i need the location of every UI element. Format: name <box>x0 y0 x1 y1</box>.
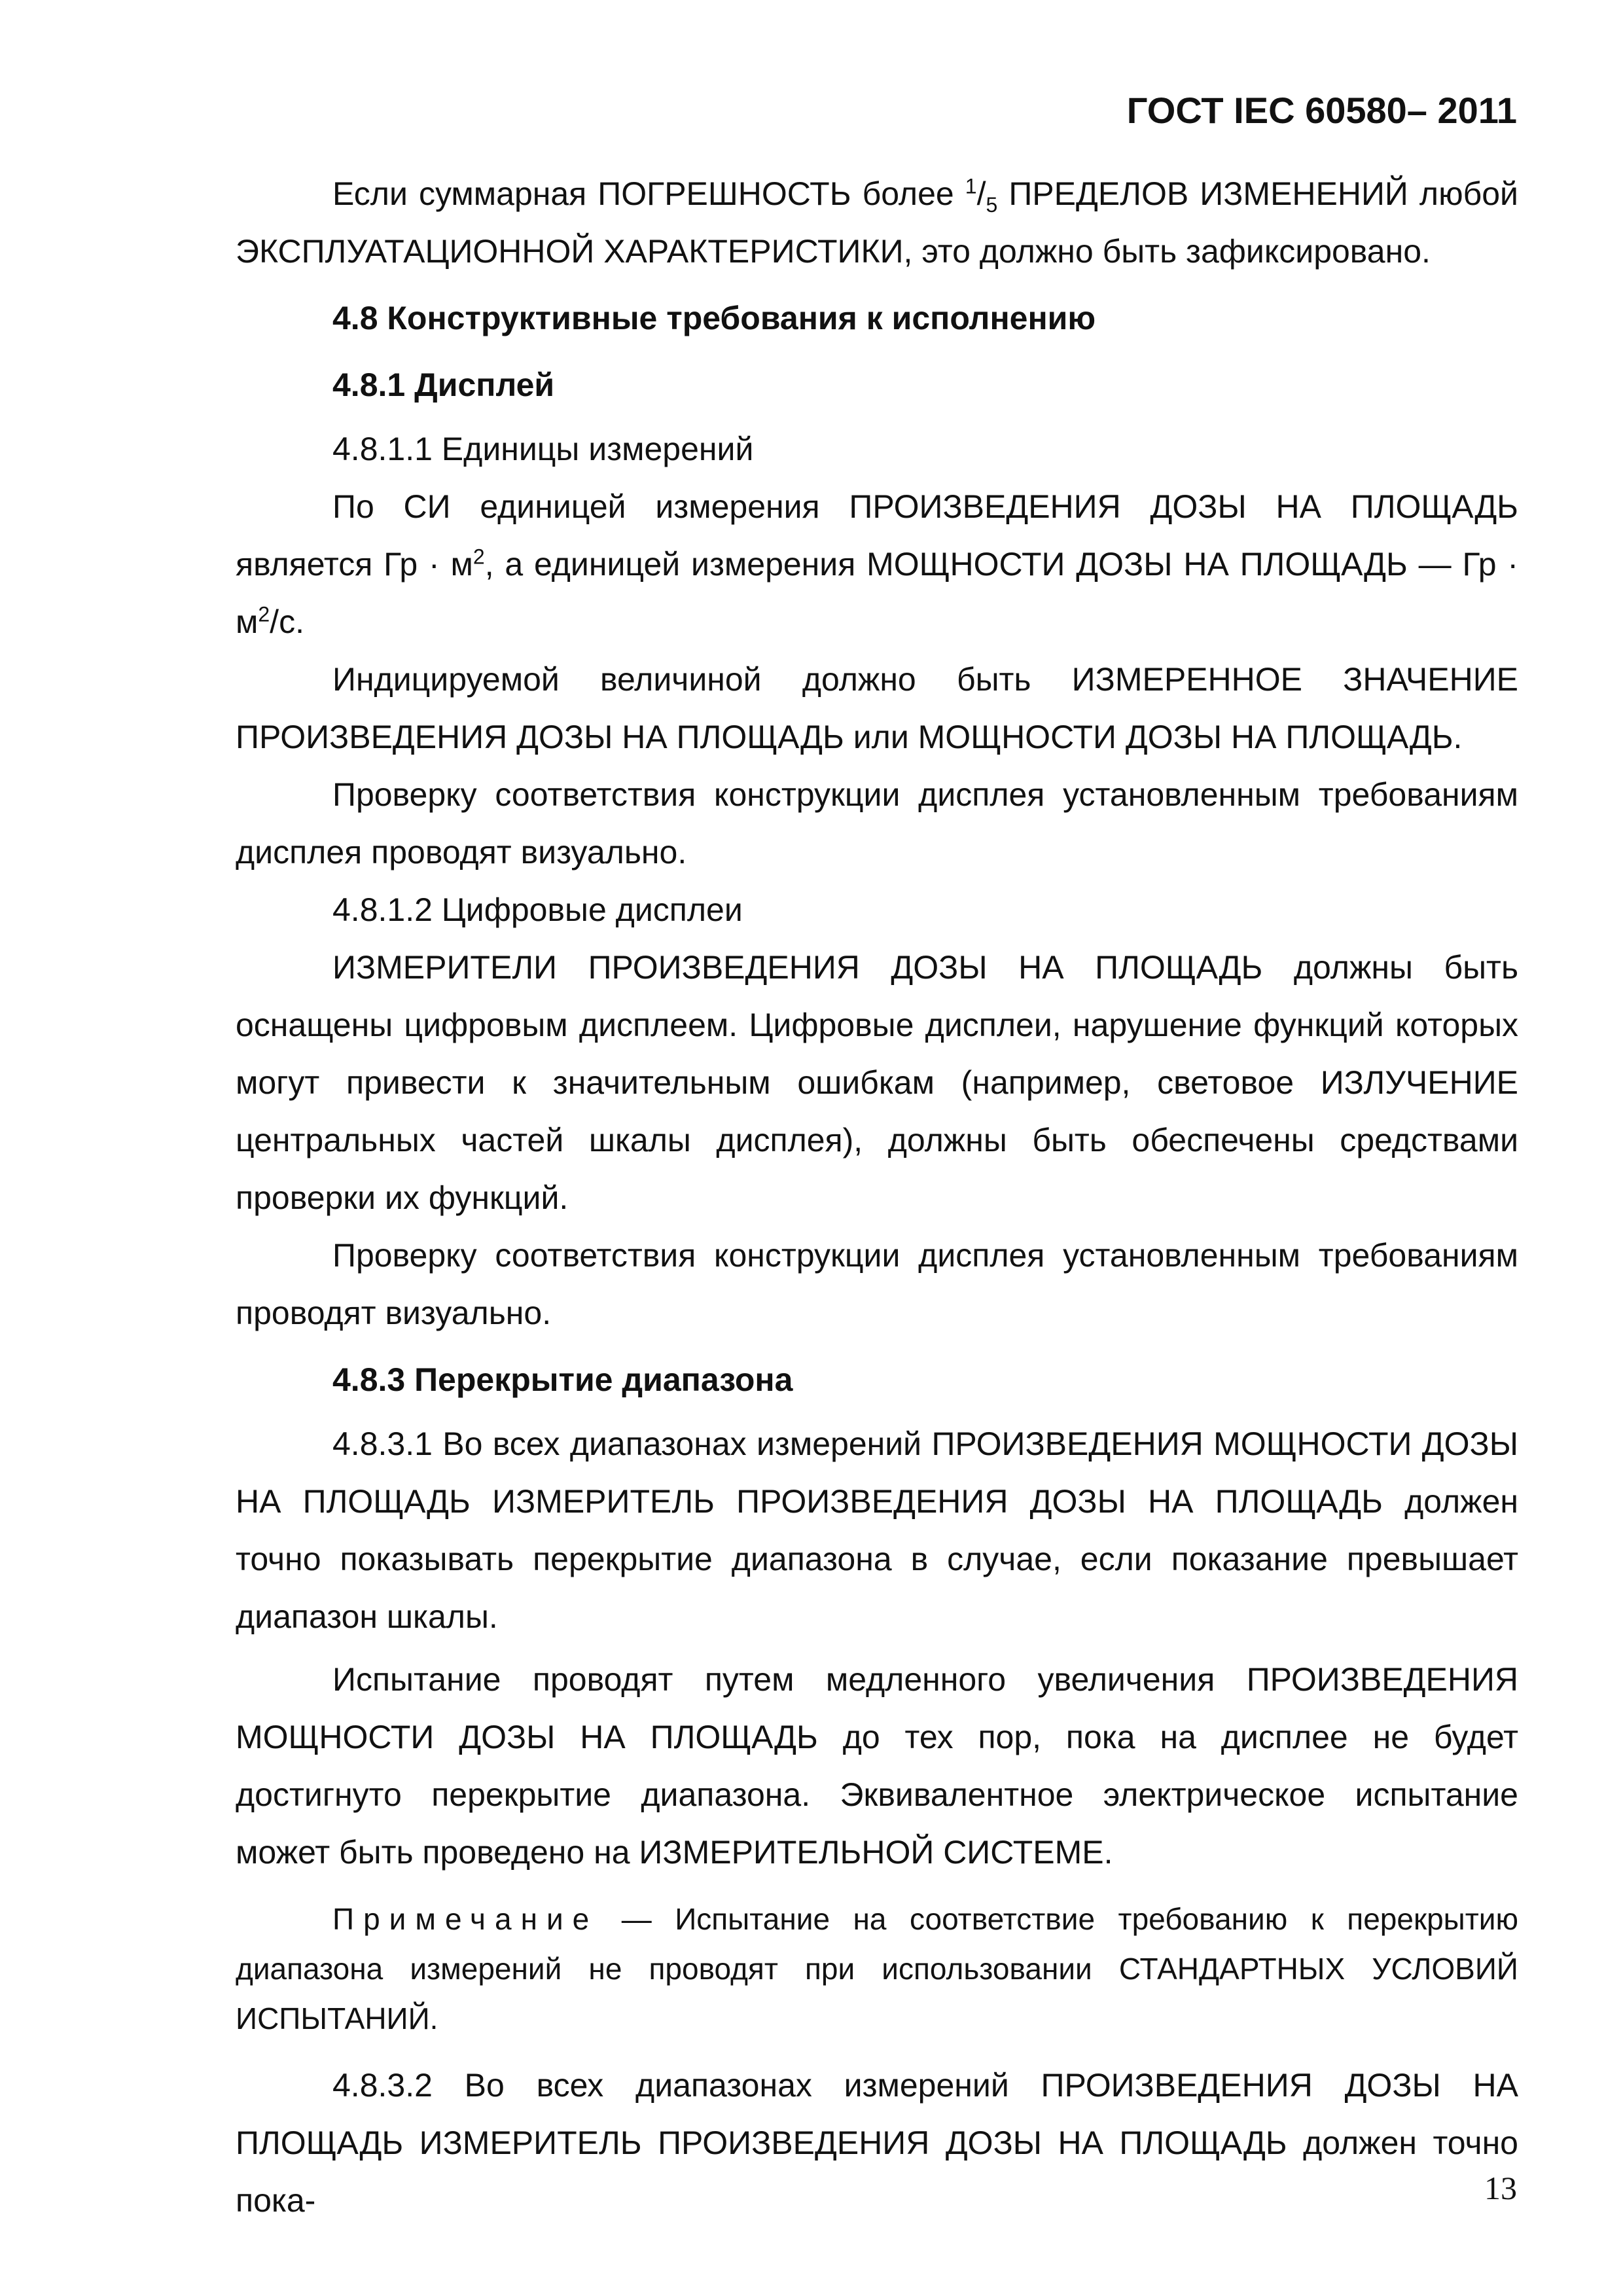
fraction-numerator: 1 <box>965 174 977 198</box>
fraction-denominator: 5 <box>986 193 998 217</box>
subsection-heading-4-8-1-2: 4.8.1.2 Цифровые дисплеи <box>332 891 743 928</box>
note-text: — Испытание на соответствие требованию к перекрытию диапазона измерений не проводят при использовании СТАНДАРТНЫХ УСЛОВИЙ ИСПЫТАНИЙ. <box>236 1902 1518 2036</box>
text-run: , а единицей измерения МОЩНОСТИ ДОЗЫ НА ПЛОЩАДЬ — Гр · м <box>236 546 1519 640</box>
page-number: 13 <box>1484 2170 1517 2206</box>
fraction-slash: / <box>976 175 986 212</box>
text-run: ПРЕДЕЛОВ ИЗМЕНЕНИЙ любой ЭКСПЛУАТАЦИОННОЙ ХАРАКТЕРИСТИКИ, это должно быть зафиксировано. <box>236 175 1518 270</box>
note-paragraph <box>236 1894 1518 2043</box>
document-code-header: ГОСТ IEC 60580– 2011 <box>1126 90 1517 131</box>
page-body <box>236 165 1518 2229</box>
note-label: Примечание <box>332 1902 599 1936</box>
paragraph-visual-check: Проверку соответствия конструкции дисплея установленным требованиям проводят визуально. <box>236 1237 1518 1331</box>
paragraph-test-procedure: Испытание проводят путем медленного увеличения ПРОИЗВЕДЕНИЯ МОЩНОСТИ ДОЗЫ НА ПЛОЩАДЬ до тех пор, пока на дисплее не будет достигнуто перекрытие диапазона. Эквивалентное электрическое испытание может быть проведено на ИЗМЕРИТЕЛЬНОЙ СИСТЕМЕ. <box>236 1661 1518 1871</box>
superscript: 2 <box>473 545 485 569</box>
subsection-heading-4-8-1-1: 4.8.1.1 Единицы измерений <box>332 431 754 467</box>
paragraph-4-8-3-1: 4.8.3.1 Во всех диапазонах измерений ПРОИЗВЕДЕНИЯ МОЩНОСТИ ДОЗЫ НА ПЛОЩАДЬ ИЗМЕРИТЕЛЬ ПРОИЗВЕДЕНИЯ ДОЗЫ НА ПЛОЩАДЬ должен точно показывать перекрытие диапазона в случае, если показание превышает диапазон шкалы. <box>236 1426 1518 1635</box>
section-heading-4-8-3: 4.8.3 Перекрытие диапазона <box>332 1361 793 1398</box>
section-heading-4-8-1: 4.8.1 Дисплей <box>332 367 555 403</box>
text-run: По СИ единицей измерения ПРОИЗВЕДЕНИЯ ДОЗЫ НА ПЛОЩАДЬ является Гр · м <box>236 488 1518 583</box>
text-run: /с. <box>270 603 304 640</box>
section-heading-4-8: 4.8 Конструктивные требования к исполнению <box>332 300 1096 336</box>
paragraph-error-limit <box>236 165 1518 280</box>
paragraph-si-units <box>236 478 1518 651</box>
paragraph-indicated-value: Индицируемой величиной должно быть ИЗМЕРЕННОЕ ЗНАЧЕНИЕ ПРОИЗВЕДЕНИЯ ДОЗЫ НА ПЛОЩАДЬ или МОЩНОСТИ ДОЗЫ НА ПЛОЩАДЬ. <box>236 661 1518 755</box>
paragraph-4-8-3-2: 4.8.3.2 Во всех диапазонах измерений ПРОИЗВЕДЕНИЯ ДОЗЫ НА ПЛОЩАДЬ ИЗМЕРИТЕЛЬ ПРОИЗВЕДЕНИЯ ДОЗЫ НА ПЛОЩАДЬ должен точно пока- <box>236 2067 1518 2219</box>
text-run: Если суммарная ПОГРЕШНОСТЬ более <box>332 175 965 212</box>
superscript: 2 <box>258 602 270 626</box>
paragraph-digital-displays: ИЗМЕРИТЕЛИ ПРОИЗВЕДЕНИЯ ДОЗЫ НА ПЛОЩАДЬ должны быть оснащены цифровым дисплеем. Цифровые дисплеи, нарушение функций которых могут привести к значительным ошибкам (например, световое ИЗЛУЧЕНИЕ центральных частей шкалы дисплея), должны быть обеспечены средствами проверки их функций. <box>236 949 1518 1216</box>
paragraph-display-check: Проверку соответствия конструкции дисплея установленным требованиям дисплея проводят визуально. <box>236 776 1518 870</box>
